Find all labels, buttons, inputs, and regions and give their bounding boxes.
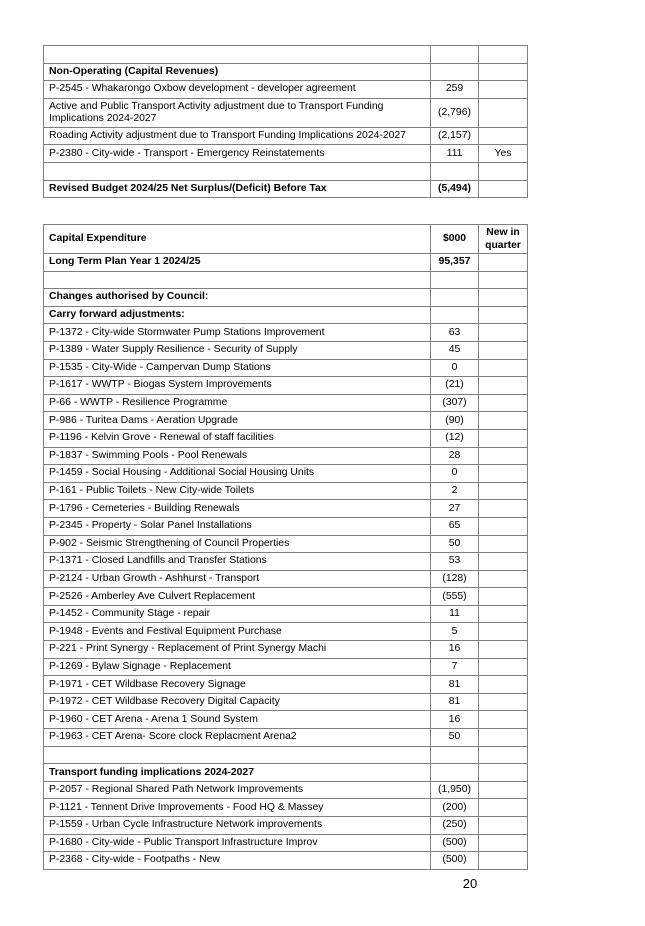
header-capital-expenditure: Capital Expenditure	[44, 225, 431, 254]
table-row	[44, 605, 528, 623]
row-label: P-161 - Public Toilets - New City-wide Toilets	[44, 482, 431, 500]
row-label: Revised Budget 2024/25 Net Surplus/(Deficit) Before Tax	[44, 180, 431, 198]
table-row	[44, 324, 528, 342]
row-label	[44, 162, 431, 180]
table-row	[44, 764, 528, 782]
row-label: Changes authorised by Council:	[44, 289, 431, 307]
table-row	[44, 693, 528, 711]
table-row	[44, 289, 528, 307]
row-new-in-quarter	[479, 729, 528, 747]
row-new-in-quarter	[479, 465, 528, 483]
row-amount: 27	[431, 500, 479, 518]
row-label: P-1459 - Social Housing - Additional Social Housing Units	[44, 465, 431, 483]
row-amount: 50	[431, 535, 479, 553]
table-row	[44, 799, 528, 817]
table-row	[44, 500, 528, 518]
row-amount	[431, 764, 479, 782]
row-new-in-quarter	[479, 500, 528, 518]
row-label: P-2545 - Whakarongo Oxbow development - developer agreement	[44, 81, 431, 99]
row-label: P-1972 - CET Wildbase Recovery Digital Capacity	[44, 693, 431, 711]
row-label: P-1372 - City-wide Stormwater Pump Stations Improvement	[44, 324, 431, 342]
row-label: P-2526 - Amberley Ave Culvert Replacement	[44, 588, 431, 606]
table-row	[44, 377, 528, 395]
row-amount	[431, 289, 479, 307]
table-row	[44, 162, 528, 180]
row-new-in-quarter	[479, 127, 528, 145]
row-amount: 81	[431, 676, 479, 694]
table-row	[44, 781, 528, 799]
row-label: P-1269 - Bylaw Signage - Replacement	[44, 658, 431, 676]
table-row	[44, 553, 528, 571]
row-label: P-1452 - Community Stage - repair	[44, 605, 431, 623]
row-label: P-1963 - CET Arena- Score clock Replacment Arena2	[44, 729, 431, 747]
row-amount	[431, 306, 479, 324]
row-new-in-quarter	[479, 852, 528, 870]
table-row	[44, 817, 528, 835]
row-new-in-quarter	[479, 63, 528, 81]
row-label: P-902 - Seismic Strengthening of Council Properties	[44, 535, 431, 553]
row-amount	[431, 271, 479, 289]
row-label	[44, 746, 431, 764]
table-row	[44, 535, 528, 553]
row-new-in-quarter	[479, 746, 528, 764]
table-row	[44, 412, 528, 430]
row-label: P-2345 - Property - Solar Panel Installations	[44, 517, 431, 535]
table-row	[44, 127, 528, 145]
table-row	[44, 254, 528, 272]
operating-table	[43, 45, 528, 198]
row-label: P-1196 - Kelvin Grove - Renewal of staff facilities	[44, 429, 431, 447]
row-label: Long Term Plan Year 1 2024/25	[44, 254, 431, 272]
row-new-in-quarter	[479, 98, 528, 127]
table-row	[44, 588, 528, 606]
table-row	[44, 658, 528, 676]
row-amount: 16	[431, 641, 479, 659]
table-row	[44, 271, 528, 289]
row-new-in-quarter	[479, 359, 528, 377]
row-amount: (250)	[431, 817, 479, 835]
row-amount: 81	[431, 693, 479, 711]
capital-expenditure-table	[43, 224, 528, 870]
table-row	[44, 145, 528, 163]
row-new-in-quarter	[479, 605, 528, 623]
row-new-in-quarter	[479, 394, 528, 412]
table-row	[44, 570, 528, 588]
row-new-in-quarter	[479, 341, 528, 359]
row-label: P-221 - Print Synergy - Replacement of Print Synergy Machi	[44, 641, 431, 659]
row-label: P-2368 - City-wide - Footpaths - New	[44, 852, 431, 870]
row-new-in-quarter	[479, 289, 528, 307]
row-amount: (12)	[431, 429, 479, 447]
table-row	[44, 676, 528, 694]
row-label: P-66 - WWTP - Resilience Programme	[44, 394, 431, 412]
row-new-in-quarter	[479, 517, 528, 535]
row-new-in-quarter	[479, 834, 528, 852]
row-label: P-986 - Turitea Dams - Aeration Upgrade	[44, 412, 431, 430]
row-new-in-quarter	[479, 447, 528, 465]
page-number: 20	[462, 876, 478, 891]
table-row	[44, 465, 528, 483]
row-amount: 50	[431, 729, 479, 747]
row-amount: 11	[431, 605, 479, 623]
row-label	[44, 46, 431, 64]
row-label: P-1948 - Events and Festival Equipment Purchase	[44, 623, 431, 641]
table-row	[44, 447, 528, 465]
row-amount: (555)	[431, 588, 479, 606]
row-new-in-quarter	[479, 676, 528, 694]
table-row	[44, 711, 528, 729]
row-new-in-quarter	[479, 641, 528, 659]
row-label: P-1617 - WWTP - Biogas System Improvements	[44, 377, 431, 395]
row-new-in-quarter	[479, 180, 528, 198]
row-amount	[431, 746, 479, 764]
row-new-in-quarter	[479, 623, 528, 641]
row-amount: (21)	[431, 377, 479, 395]
row-amount: 111	[431, 145, 479, 163]
row-new-in-quarter	[479, 764, 528, 782]
row-label: P-2380 - City-wide - Transport - Emergency Reinstatements	[44, 145, 431, 163]
row-new-in-quarter	[479, 570, 528, 588]
row-amount: (5,494)	[431, 180, 479, 198]
row-new-in-quarter	[479, 799, 528, 817]
row-new-in-quarter	[479, 817, 528, 835]
row-amount: 5	[431, 623, 479, 641]
row-amount: (90)	[431, 412, 479, 430]
row-new-in-quarter	[479, 162, 528, 180]
row-amount: 28	[431, 447, 479, 465]
table-row	[44, 834, 528, 852]
row-amount: (2,157)	[431, 127, 479, 145]
row-amount: 45	[431, 341, 479, 359]
table-row	[44, 359, 528, 377]
table-row	[44, 623, 528, 641]
header-new-in-quarter: New in quarter	[479, 225, 528, 254]
row-label: P-1121 - Tennent Drive Improvements - Food HQ & Massey	[44, 799, 431, 817]
table-row	[44, 852, 528, 870]
row-amount: (128)	[431, 570, 479, 588]
row-new-in-quarter	[479, 271, 528, 289]
table-header-row	[44, 225, 528, 254]
row-new-in-quarter	[479, 711, 528, 729]
row-amount: 0	[431, 359, 479, 377]
row-label: P-1535 - City-Wide - Campervan Dump Stations	[44, 359, 431, 377]
row-label: Roading Activity adjustment due to Transport Funding Implications 2024-2027	[44, 127, 431, 145]
row-label: P-1796 - Cemeteries - Building Renewals	[44, 500, 431, 518]
row-new-in-quarter	[479, 81, 528, 99]
table-row	[44, 180, 528, 198]
row-new-in-quarter	[479, 658, 528, 676]
row-amount: 0	[431, 465, 479, 483]
row-label: P-1559 - Urban Cycle Infrastructure Network improvements	[44, 817, 431, 835]
row-new-in-quarter	[479, 412, 528, 430]
row-new-in-quarter	[479, 306, 528, 324]
table-row	[44, 746, 528, 764]
row-amount	[431, 63, 479, 81]
header-amount: $000	[431, 225, 479, 254]
row-new-in-quarter	[479, 781, 528, 799]
row-label: P-1371 - Closed Landfills and Transfer Stations	[44, 553, 431, 571]
table-row	[44, 482, 528, 500]
row-new-in-quarter	[479, 46, 528, 64]
row-label: P-1971 - CET Wildbase Recovery Signage	[44, 676, 431, 694]
table-row	[44, 429, 528, 447]
table-row	[44, 729, 528, 747]
row-label: P-1960 - CET Arena - Arena 1 Sound System	[44, 711, 431, 729]
table-row	[44, 341, 528, 359]
row-label: Transport funding implications 2024-2027	[44, 764, 431, 782]
row-amount: 65	[431, 517, 479, 535]
row-label	[44, 271, 431, 289]
row-label: P-1680 - City-wide - Public Transport Infrastructure Improv	[44, 834, 431, 852]
row-new-in-quarter	[479, 535, 528, 553]
row-amount: 63	[431, 324, 479, 342]
row-amount: 16	[431, 711, 479, 729]
table-row	[44, 98, 528, 127]
row-new-in-quarter	[479, 254, 528, 272]
table-row	[44, 81, 528, 99]
row-amount: (500)	[431, 834, 479, 852]
row-new-in-quarter	[479, 377, 528, 395]
row-amount: 7	[431, 658, 479, 676]
row-new-in-quarter	[479, 693, 528, 711]
row-amount: (307)	[431, 394, 479, 412]
row-amount: 2	[431, 482, 479, 500]
row-amount: 95,357	[431, 254, 479, 272]
row-new-in-quarter	[479, 324, 528, 342]
row-new-in-quarter	[479, 588, 528, 606]
row-label: Carry forward adjustments:	[44, 306, 431, 324]
row-amount: (500)	[431, 852, 479, 870]
row-label: Active and Public Transport Activity adjustment due to Transport Funding Implications 2024-2027	[44, 98, 431, 127]
row-amount	[431, 46, 479, 64]
row-amount: 259	[431, 81, 479, 99]
row-amount: (2,796)	[431, 98, 479, 127]
row-label: P-2124 - Urban Growth - Ashhurst - Transport	[44, 570, 431, 588]
row-amount	[431, 162, 479, 180]
row-label: P-2057 - Regional Shared Path Network Improvements	[44, 781, 431, 799]
table-row	[44, 394, 528, 412]
table-row	[44, 46, 528, 64]
table-row	[44, 517, 528, 535]
row-new-in-quarter	[479, 553, 528, 571]
row-label: P-1837 - Swimming Pools - Pool Renewals	[44, 447, 431, 465]
row-new-in-quarter	[479, 429, 528, 447]
table-row	[44, 641, 528, 659]
table-row	[44, 306, 528, 324]
row-amount: (200)	[431, 799, 479, 817]
row-label: Non-Operating (Capital Revenues)	[44, 63, 431, 81]
row-new-in-quarter	[479, 482, 528, 500]
table-row	[44, 63, 528, 81]
row-amount: 53	[431, 553, 479, 571]
row-label: P-1389 - Water Supply Resilience - Security of Supply	[44, 341, 431, 359]
row-amount: (1,950)	[431, 781, 479, 799]
row-new-in-quarter: Yes	[479, 145, 528, 163]
